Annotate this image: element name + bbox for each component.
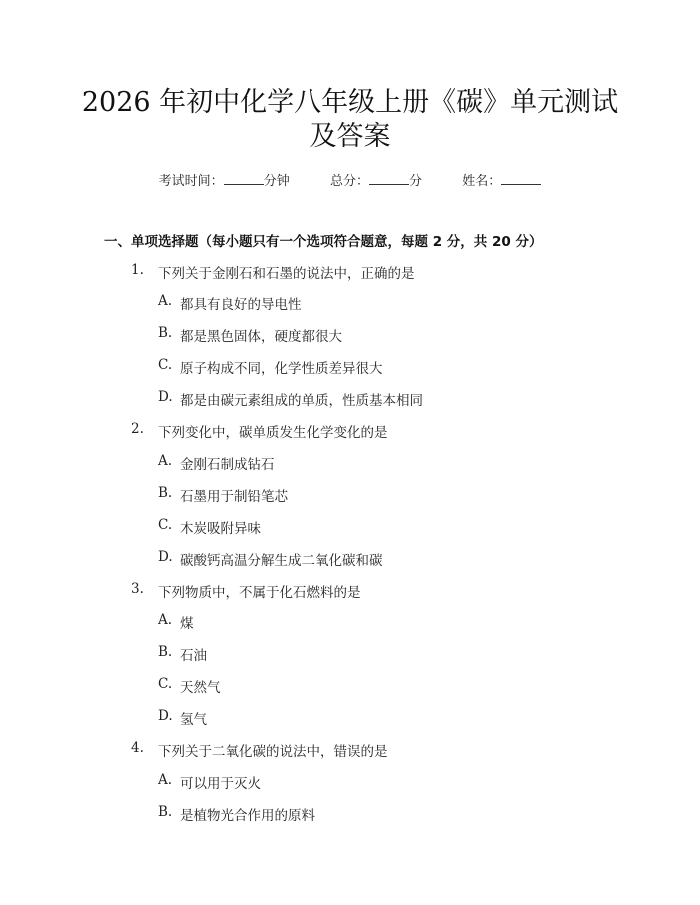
question-text: 下列变化中，碳单质发生化学变化的是 xyxy=(158,425,388,441)
option-letter: A. xyxy=(158,612,173,628)
option-text: 石墨用于制铅笔芯 xyxy=(180,489,288,505)
option-letter: C. xyxy=(158,357,173,373)
option-letter: C. xyxy=(158,676,173,692)
time-blank xyxy=(224,174,264,185)
option-letter: A. xyxy=(158,772,173,788)
time-label: 考试时间： xyxy=(158,174,224,189)
option-letter: B. xyxy=(158,804,173,820)
option-text: 可以用于灭火 xyxy=(180,776,261,792)
option-letter: D. xyxy=(158,389,173,405)
section-heading: 一、单项选择题（每小题只有一个选项符合题意，每题 2 分，共 20 分） xyxy=(104,234,543,250)
question-number: 3. xyxy=(131,581,144,597)
score-unit: 分 xyxy=(409,174,423,189)
option-letter: C. xyxy=(158,517,173,533)
option-letter: A. xyxy=(158,293,173,309)
time-unit: 分钟 xyxy=(263,174,290,189)
option-text: 碳酸钙高温分解生成二氧化碳和碳 xyxy=(180,553,383,569)
question-number: 4. xyxy=(131,740,144,756)
name-blank xyxy=(501,174,541,185)
question-number: 2. xyxy=(131,421,144,437)
option-text: 是植物光合作用的原料 xyxy=(180,808,315,824)
option-letter: B. xyxy=(158,485,173,501)
option-text: 都是由碳元素组成的单质，性质基本相同 xyxy=(180,393,423,409)
option-letter: B. xyxy=(158,325,173,341)
page-title-continued: 及答案 xyxy=(309,121,391,152)
question-number: 1. xyxy=(131,262,144,278)
option-text: 煤 xyxy=(180,616,194,632)
option-text: 金刚石制成钻石 xyxy=(180,457,275,473)
question-text: 下列关于二氧化碳的说法中，错误的是 xyxy=(158,744,388,760)
option-text: 原子构成不同，化学性质差异很大 xyxy=(180,361,383,377)
option-text: 木炭吸附异味 xyxy=(180,521,261,537)
option-text: 都具有良好的导电性 xyxy=(180,297,302,313)
score-blank xyxy=(369,174,409,185)
page-title: 2026 年初中化学八年级上册《碳》单元测试 xyxy=(81,87,619,118)
name-label: 姓名： xyxy=(462,174,502,189)
option-letter: B. xyxy=(158,644,173,660)
option-letter: D. xyxy=(158,549,173,565)
option-text: 天然气 xyxy=(180,680,221,696)
option-text: 石油 xyxy=(180,648,207,664)
option-text: 氢气 xyxy=(180,712,207,728)
exam-meta-row xyxy=(0,170,700,189)
option-text: 都是黑色固体，硬度都很大 xyxy=(180,329,342,345)
question-text: 下列关于金刚石和石墨的说法中，正确的是 xyxy=(158,266,415,282)
question-text: 下列物质中，不属于化石燃料的是 xyxy=(158,585,361,601)
option-letter: D. xyxy=(158,708,173,724)
option-letter: A. xyxy=(158,453,173,469)
score-label: 总分： xyxy=(329,174,369,189)
